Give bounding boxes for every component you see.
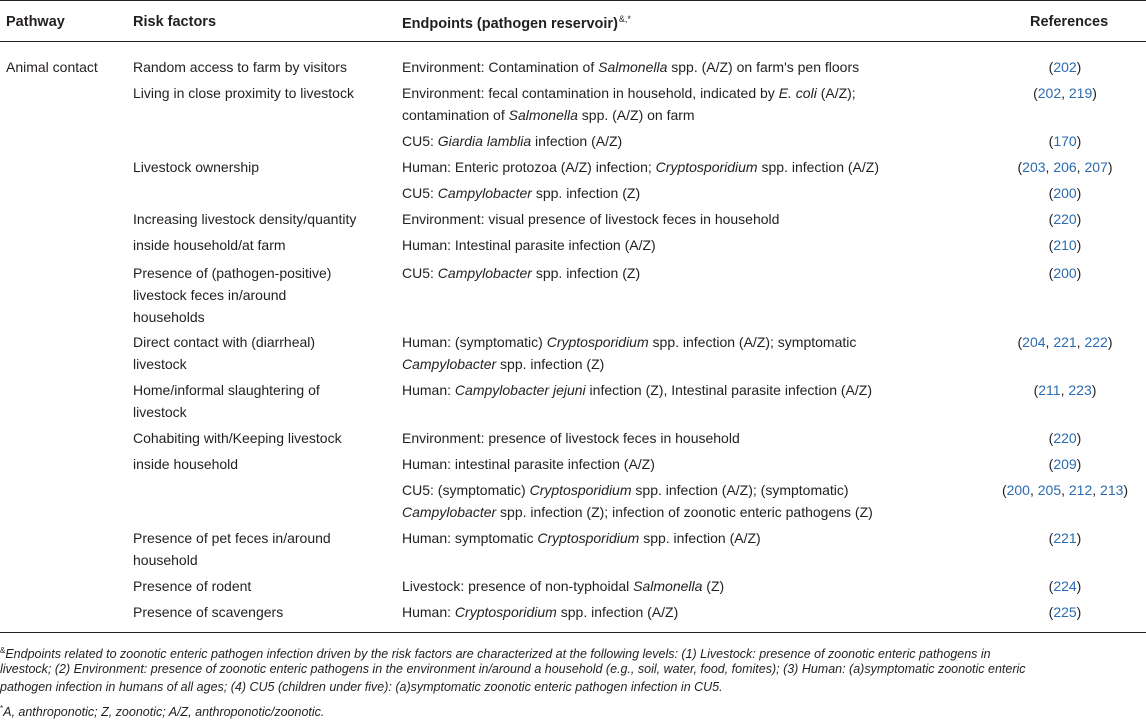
pathogen-name: Campylobacter — [402, 356, 497, 372]
reference-cell: (221) — [1048, 530, 1082, 546]
reference-cell: (225) — [1048, 604, 1082, 620]
reference-link[interactable]: 225 — [1053, 604, 1077, 620]
endpoint-line: Human: (symptomatic) Cryptosporidium spp. infection (A/Z); symptomatic — [402, 334, 857, 350]
endpoint-line: Environment: presence of livestock feces in household — [402, 430, 740, 446]
risk-factor-line: livestock — [133, 356, 187, 372]
table-header — [0, 0, 1146, 42]
risk-factor-line: inside household — [133, 456, 239, 472]
footnote-line: &Endpoints related to zoonotic enteric pathogen infection driven by the risk factors are characterized at the following levels: (1) Livestock: presence of zoonotic enteric pathogens in — [0, 646, 991, 661]
reference-link[interactable]: 200 — [1053, 185, 1077, 201]
risk-factor-line: Home/informal slaughtering of — [133, 382, 320, 398]
footnote-line: pathogen infection in humans of all ages; (4) CU5 (children under five): (a)symptomatic zoonotic enteric pathogen infection in CU5. — [0, 680, 723, 694]
header-risk-factors: Risk factors — [133, 14, 217, 30]
reference-cell: (209) — [1048, 456, 1082, 472]
reference-cell: (220) — [1048, 211, 1082, 227]
endpoint-line: CU5: Giardia lamblia infection (A/Z) — [402, 133, 623, 149]
risk-factor-line: households — [133, 309, 205, 325]
pathogen-name: Campylobacter jejuni — [454, 382, 586, 398]
risk-factor-line: Increasing livestock density/quantity — [133, 211, 357, 227]
reference-cell: (200) — [1048, 185, 1082, 201]
reference-link[interactable]: 221 — [1053, 530, 1077, 546]
endpoint-line: Campylobacter spp. infection (Z); infection of zoonotic enteric pathogens (Z) — [402, 504, 873, 520]
risk-factor-line: Presence of pet feces in/around — [133, 530, 331, 546]
endpoint-line: Environment: fecal contamination in household, indicated by E. coli (A/Z); — [402, 85, 856, 101]
risk-factor-line: Random access to farm by visitors — [133, 59, 347, 75]
risk-factor-line: Livestock ownership — [133, 159, 260, 175]
risk-factor-line: household — [133, 552, 198, 568]
endpoint-line: Human: symptomatic Cryptosporidium spp. infection (A/Z) — [402, 530, 761, 546]
endpoint-line: CU5: Campylobacter spp. infection (Z) — [402, 185, 641, 201]
pathogen-name: Cryptosporidium — [454, 604, 557, 620]
endpoint-line: contamination of Salmonella spp. (A/Z) on farm — [402, 107, 695, 123]
reference-cell: (224) — [1048, 578, 1082, 594]
footnote-star-mark: * — [0, 704, 4, 713]
reference-cell: (203, 206, 207) — [1017, 159, 1113, 175]
reference-link[interactable]: 205 — [1037, 482, 1062, 498]
reference-cell: (200) — [1048, 265, 1082, 281]
risk-factor-line: livestock — [133, 404, 187, 420]
pathogen-name: Giardia lamblia — [437, 133, 532, 149]
endpoint-line: Environment: visual presence of livestock feces in household — [402, 211, 780, 227]
endpoint-line: Human: Cryptosporidium spp. infection (A/Z) — [402, 604, 679, 620]
risk-factor-line: inside household/at farm — [133, 237, 286, 253]
reference-link[interactable]: 220 — [1053, 211, 1077, 227]
reference-cell: (170) — [1048, 133, 1082, 149]
reference-cell: (202, 219) — [1033, 85, 1097, 101]
reference-cell: (200, 205, 212, 213) — [1001, 482, 1129, 498]
reference-link[interactable]: 210 — [1053, 237, 1077, 253]
endpoint-line: Human: intestinal parasite infection (A/Z) — [402, 456, 655, 472]
footnote-line: livestock; (2) Environment: presence of zoonotic enteric pathogens in the environment in/around a household (e.g., soil, water, food, fomites); (3) Human: (a)symptomatic zoonotic enteric — [0, 662, 1026, 676]
endpoint-line: CU5: Campylobacter spp. infection (Z) — [402, 265, 641, 281]
pathogen-name: Salmonella — [633, 578, 703, 594]
footnote-ampersand-mark: & — [0, 646, 6, 655]
reference-cell: (204, 221, 222) — [1017, 334, 1113, 350]
risk-factor-line: Presence of scavengers — [133, 604, 284, 620]
endpoint-line: Human: Enteric protozoa (A/Z) infection; Cryptosporidium spp. infection (A/Z) — [402, 159, 879, 175]
risk-factor-line: Direct contact with (diarrheal) — [133, 334, 316, 350]
pathogen-name: Campylobacter — [402, 504, 497, 520]
reference-cell: (210) — [1048, 237, 1082, 253]
reference-link[interactable]: 202 — [1053, 59, 1077, 75]
reference-cell: (202) — [1048, 59, 1082, 75]
risk-factor-line: Presence of rodent — [133, 578, 252, 594]
pathogen-name: Salmonella — [598, 59, 668, 75]
reference-link[interactable]: 219 — [1068, 85, 1093, 101]
endpoint-line: Environment: Contamination of Salmonella spp. (A/Z) on farm's pen floors — [402, 59, 860, 75]
pathogen-name: Cryptosporidium — [546, 334, 649, 350]
reference-link[interactable]: 224 — [1053, 578, 1077, 594]
endpoint-line: Human: Campylobacter jejuni infection (Z), Intestinal parasite infection (A/Z) — [402, 382, 872, 398]
risk-factor-line: livestock feces in/around — [133, 287, 287, 303]
pathogen-name: Cryptosporidium — [537, 530, 640, 546]
pathway-animal-contact: Animal contact — [6, 59, 98, 75]
reference-link[interactable]: 206 — [1053, 159, 1077, 175]
reference-link[interactable]: 200 — [1053, 265, 1077, 281]
pathogen-name: Cryptosporidium — [655, 159, 758, 175]
header-endpoints-superscript: &,* — [618, 14, 631, 24]
header-references: References — [1030, 14, 1109, 30]
pathogen-name: Salmonella — [508, 107, 578, 123]
reference-link[interactable]: 203 — [1022, 159, 1046, 175]
header-pathway: Pathway — [6, 14, 65, 30]
endpoint-line: Campylobacter spp. infection (Z) — [402, 356, 605, 372]
reference-link[interactable]: 221 — [1053, 334, 1077, 350]
reference-link[interactable]: 170 — [1053, 133, 1077, 149]
reference-link[interactable]: 209 — [1053, 456, 1077, 472]
table-bottom-rule — [0, 632, 1146, 633]
reference-link[interactable]: 223 — [1068, 382, 1092, 398]
footnote-line: *A, anthroponotic; Z, zoonotic; A/Z, anthroponotic/zoonotic. — [0, 704, 325, 719]
reference-link[interactable]: 204 — [1022, 334, 1046, 350]
pathogen-name: Cryptosporidium — [529, 482, 632, 498]
reference-link[interactable]: 202 — [1037, 85, 1062, 101]
reference-link[interactable]: 212 — [1068, 482, 1093, 498]
reference-link[interactable]: 220 — [1053, 430, 1077, 446]
pathogen-name: Campylobacter — [437, 185, 532, 201]
reference-cell: (211, 223) — [1033, 382, 1097, 398]
endpoint-line: Livestock: presence of non-typhoidal Salmonella (Z) — [402, 578, 725, 594]
risk-factor-line: Living in close proximity to livestock — [133, 85, 354, 101]
reference-link[interactable]: 200 — [1006, 482, 1030, 498]
reference-link[interactable]: 213 — [1100, 482, 1124, 498]
header-endpoints: Endpoints (pathogen reservoir)&,* — [402, 14, 631, 32]
reference-link[interactable]: 211 — [1038, 382, 1061, 398]
reference-link[interactable]: 207 — [1084, 159, 1108, 175]
endpoint-line: CU5: (symptomatic) Cryptosporidium spp. infection (A/Z); (symptomatic) — [402, 482, 849, 498]
pathogen-name: E. coli — [778, 85, 817, 101]
endpoint-line: Human: Intestinal parasite infection (A/Z) — [402, 237, 656, 253]
risk-factor-line: Cohabiting with/Keeping livestock — [133, 430, 342, 446]
pathogen-name: Campylobacter — [437, 265, 532, 281]
risk-factor-line: Presence of (pathogen-positive) — [133, 265, 332, 281]
reference-link[interactable]: 222 — [1084, 334, 1108, 350]
reference-cell: (220) — [1048, 430, 1082, 446]
